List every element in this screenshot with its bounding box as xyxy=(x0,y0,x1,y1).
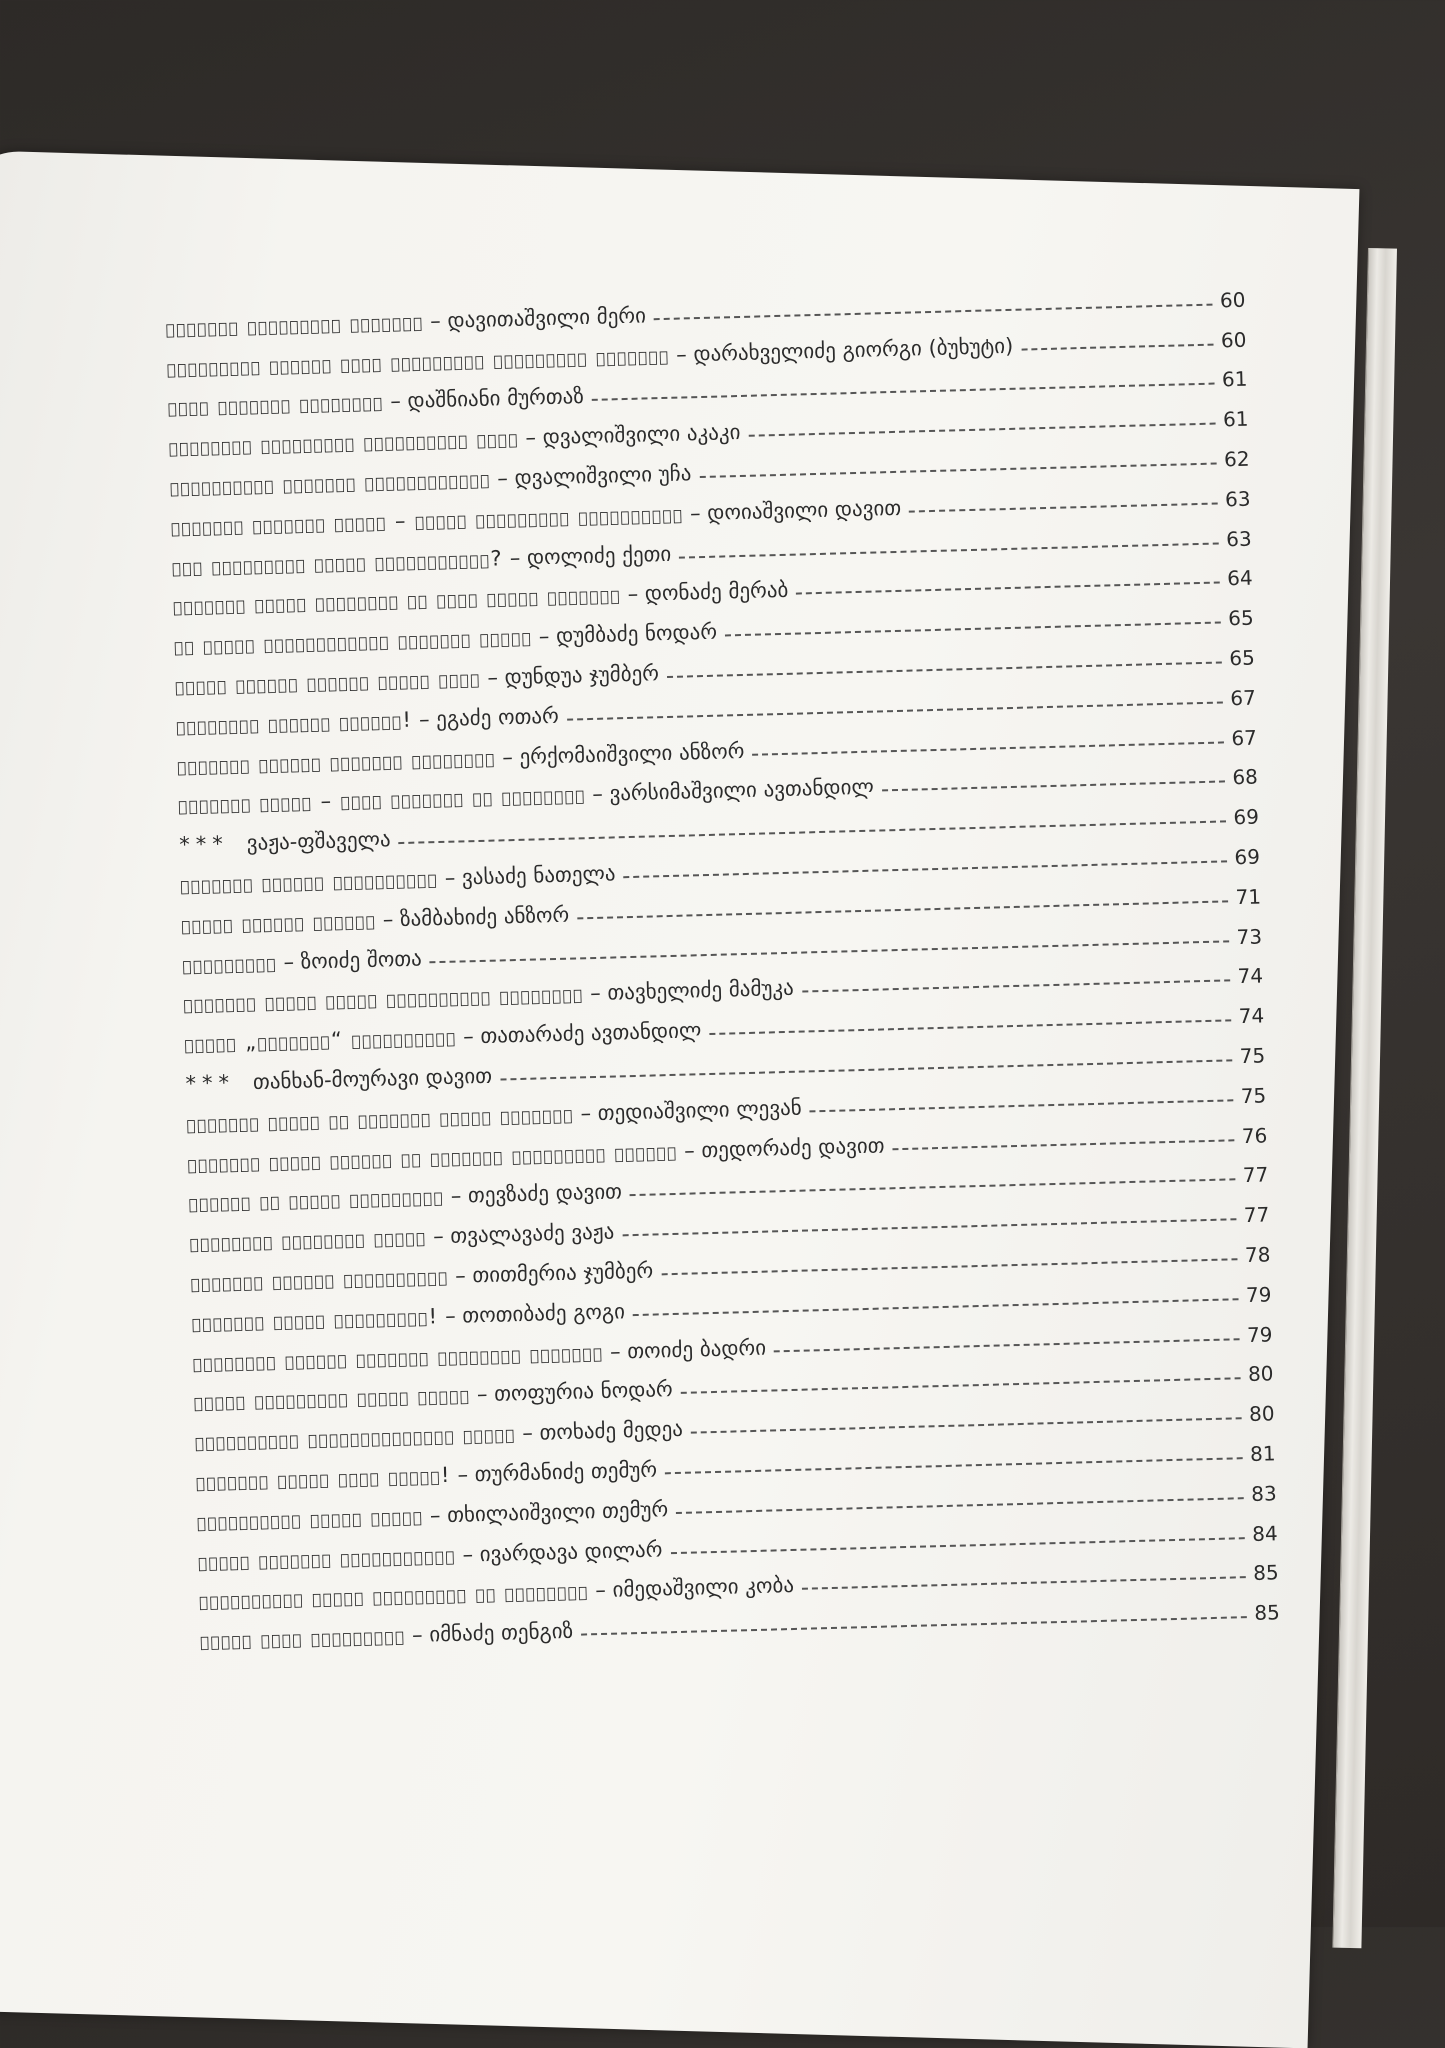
page-number: 77 xyxy=(1242,1162,1269,1188)
entry-title: ეცდილობდი ცეკვის ენით გადმომეცა ქართველთა ისტორია xyxy=(166,342,670,380)
page-number: 60 xyxy=(1220,327,1247,352)
entry-title: უკვდავება xyxy=(182,949,278,977)
entry-text: ქართული ცეკვა საოცრებაა! – თოთიბაძე გოგი xyxy=(191,1299,626,1335)
page-number: 80 xyxy=(1247,1361,1274,1387)
entry-text: ცეკვა ჩემი ცხოვრებაა – იმნაძე თენგიზ xyxy=(199,1618,574,1653)
entry-text: უკვდავება – ზოიძე შოთა xyxy=(182,946,423,977)
page-number: 73 xyxy=(1236,924,1263,949)
entry-stars: *** xyxy=(185,1070,236,1096)
entry-author: დოიაშვილი დავით xyxy=(706,495,902,525)
entry-title: გამორჩეული თვითმყოფადობის მქონე xyxy=(194,1421,517,1454)
entry-text: ქართულმა ცეკვამ მსოფლიო აღიარება მოიპოვა – თოიძე ბადრი xyxy=(192,1335,767,1375)
entry-text: მსოფლიო უნიკალური მოვლენა – დავითაშვილი მერი xyxy=(165,303,647,340)
dotted-leader xyxy=(893,1139,1234,1150)
entry-author: თათარაძე ავთანდილ xyxy=(480,1018,702,1049)
entry-author: ვარსიმაშვილი ავთანდილ xyxy=(609,774,875,806)
entry-author: ვასაძე ნათელა xyxy=(461,861,616,890)
page-number: 75 xyxy=(1239,1043,1266,1069)
page-number: 79 xyxy=(1246,1321,1273,1347)
entry-author: თედიაშვილი ლევან xyxy=(597,1095,802,1125)
entry-title: ამოუწურავი თავის სიძველესა და სიახლეში xyxy=(198,1578,590,1613)
page-number: 62 xyxy=(1223,446,1250,472)
entry-text: საქართველო ცერზე დგება – თხილაიშვილი თემურ xyxy=(196,1496,669,1534)
page-number: 68 xyxy=(1232,764,1259,790)
entry-author: დვალიშვილი უჩა xyxy=(514,461,692,490)
entry-title: ყველა ეპოქას თავისი სტილი აქვს xyxy=(174,665,482,698)
entry-title: საქართველო ცერზე დგება xyxy=(196,1503,424,1534)
entry-text: ეცდილობდი ცეკვის ენით გადმომეცა ქართველთა ისტორია – დარახველიძე გიორგი (ბუხუტი) xyxy=(166,333,1014,380)
entry-title: მარად უკვდავი ქორეოგრაფია xyxy=(197,1542,457,1574)
entry-text: ქართული ცეკვა – ერის ტკივილი და სიხარული – ვარსიმაშვილი ავთანდილ xyxy=(177,774,875,818)
page-number: 77 xyxy=(1243,1202,1270,1228)
page-number: 81 xyxy=(1249,1441,1276,1466)
entry-title: უებრო მალამო სულისა xyxy=(181,907,377,937)
page-number: 61 xyxy=(1222,406,1249,432)
entry-title: ცეკვა „ქართული“ მწვერვალია xyxy=(184,1024,457,1056)
entry-author: თურმანიძე თემურ xyxy=(474,1457,658,1487)
entry-author: თოხაძე მედეა xyxy=(539,1416,684,1445)
page-number: 79 xyxy=(1245,1282,1272,1307)
page-number: 64 xyxy=(1226,566,1253,591)
entry-author: ერქომაიშვილი ანზორ xyxy=(519,738,745,769)
entry-title: ქართული ცეკვის მსოფლიო აღიარება xyxy=(176,745,496,778)
page-number: 75 xyxy=(1240,1083,1267,1108)
page-number: 60 xyxy=(1219,287,1246,313)
dotted-leader xyxy=(909,502,1217,512)
dotted-leader xyxy=(1021,343,1213,350)
entry-text: ქართული სულის და ქართული გენის სიდიადე – თედიაშვილი ლევან xyxy=(186,1095,802,1136)
entry-text: გამორჩეული თვითმყოფადობის მქონე – თოხაძე მედეა xyxy=(194,1416,684,1454)
entry-text: უძველესი ისტორიის მქონე – თვალავაძე ვაჟა xyxy=(189,1219,615,1255)
entry-text: ბარაქალა ქართულ ცეკვას! – ეგაძე ოთარ xyxy=(175,703,560,738)
entry-author: თევზაძე დავით xyxy=(467,1179,623,1208)
entry-title: გენისა და ჯიშის უკვდავება xyxy=(188,1184,445,1216)
entry-author: დუნდუა ჯუმბერ xyxy=(504,661,660,690)
entry-author: იმნაძე თენგიზ xyxy=(428,1618,574,1647)
entry-title: რამ შემოინახა ჩვენი ცივილიზაცია? xyxy=(171,545,504,579)
entry-author: დუმბაძე ნოდარ xyxy=(555,619,718,649)
page-number: 71 xyxy=(1235,884,1262,909)
entry-author: თვალავაძე ვაჟა xyxy=(450,1219,615,1248)
entry-author: ზოიძე შოთა xyxy=(300,946,423,974)
entry-text: მარად უკვდავი ქორეოგრაფია – ივარდავა დილარ xyxy=(197,1536,663,1574)
entry-text: ხალხური ცეკვის სიყვარულით – ვასაძე ნათელა xyxy=(179,861,616,897)
entry-title: ქართული ცეკვა – ერის ტკივილი და სიხარული xyxy=(177,782,587,818)
page-number: 84 xyxy=(1251,1520,1278,1546)
entry-title: ცეკვა ადამიანის სულის თქმაა xyxy=(193,1382,471,1414)
dotted-leader xyxy=(882,781,1225,792)
entry-title: ბარაქალა ქართულ ცეკვას! xyxy=(175,707,413,738)
page-number: 63 xyxy=(1224,486,1251,512)
entry-title: ხალხური ცეკვის სიყვარულით xyxy=(179,866,439,897)
page-number: 85 xyxy=(1252,1560,1280,1586)
page-number: 65 xyxy=(1227,605,1255,631)
entry-text: ქართული ცეკვის მისტიურობა – თითმერია ჯუმბერ xyxy=(190,1258,654,1295)
entry-title: ქართული ცეკვის მისტიურობა xyxy=(190,1263,449,1295)
page-number: 78 xyxy=(1244,1242,1271,1267)
entry-author: ეგაძე ოთარ xyxy=(435,703,560,731)
entry-title: ხელოვნების ღვთიური მადლმოსილება xyxy=(169,466,492,499)
entry-title: მე მუდამ მანცვიფრებდა ქართული ცეკვა xyxy=(173,624,533,659)
entry-author: თანხან-მოურავი დავით xyxy=(252,1063,493,1094)
entry-text: ქართული ცეკვის მსოფლიო აღიარება – ერქომაიშვილი ანზორ xyxy=(176,738,745,778)
entry-title: ერის სულიერი ანარეკლი xyxy=(167,389,384,420)
entry-text: გენისა და ჯიშის უკვდავება – თევზაძე დავით xyxy=(188,1179,623,1216)
entry-title: ქართული სულის და ქართული გენის სიდიადე xyxy=(186,1101,575,1136)
entry-text: ამოუწურავი თავის სიძველესა და სიახლეში – იმედაშვილი კობა xyxy=(198,1573,795,1613)
entry-author: თითმერია ჯუმბერ xyxy=(472,1258,654,1288)
page-number: 67 xyxy=(1230,685,1257,711)
entry-author: ვაჟა-ფშაველა xyxy=(246,827,391,856)
entry-title: მსოფლიო უნიკალური მოვლენა xyxy=(165,309,424,340)
page-number: 83 xyxy=(1250,1481,1277,1506)
entry-author: დავითაშვილი მერი xyxy=(447,303,647,333)
page-number: 69 xyxy=(1234,844,1261,870)
entry-text: ეროვნული პლასტიკის გენეტიკური კოდი – დვალიშვილი აკაკი xyxy=(168,420,741,460)
entry-author: იმედაშვილი კობა xyxy=(612,1573,795,1603)
entry-author: ზამბახიძე ანზორ xyxy=(399,902,570,931)
entry-author: დაშნიანი მურთაზ xyxy=(407,384,585,414)
entry-author: დარახველიძე გიორგი (ბუხუტი) xyxy=(693,333,1014,366)
entry-title: ეროვნული პლასტიკის გენეტიკური კოდი xyxy=(168,425,520,460)
entry-text: მე მუდამ მანცვიფრებდა ქართული ცეკვა – დუმბაძე ნოდარ xyxy=(173,619,718,659)
entry-text: ერის სულიერი ანარეკლი – დაშნიანი მურთაზ xyxy=(167,384,585,420)
entry-stars: *** xyxy=(178,831,230,857)
entry-title: ქართული ცეკვა ქვეყნისა და ერის სულის ნაწილია xyxy=(172,582,622,619)
page-number: 69 xyxy=(1233,804,1260,830)
page-number: 74 xyxy=(1238,1003,1265,1029)
page-number: 63 xyxy=(1225,526,1252,551)
entry-title: ქართული ცეკვა სულისა და სხეულის დახვეწილი ფორმაა xyxy=(187,1138,678,1176)
entry-author: დოლიძე ქეთი xyxy=(526,541,672,570)
entry-author: თხილაიშვილი თემურ xyxy=(446,1496,669,1527)
entry-author: დვალიშვილი აკაკი xyxy=(542,420,741,450)
page-number: 76 xyxy=(1241,1122,1268,1148)
entry-text: ქართული ცეკვა ქვეყნისა და ერის სულის ნაწილია – დონაძე მერაბ xyxy=(172,578,789,619)
entry-author: თოფურია ნოდარ xyxy=(493,1377,674,1407)
entry-author: თოთიბაძე გოგი xyxy=(462,1299,626,1328)
entry-text: უებრო მალამო სულისა – ზამბახიძე ანზორ xyxy=(181,902,570,937)
entry-text: რამ შემოინახა ჩვენი ცივილიზაცია? – დოლიძე ქეთი xyxy=(171,541,672,579)
page-number: 61 xyxy=(1221,367,1248,392)
entry-author: ივარდავა დილარ xyxy=(479,1536,663,1566)
entry-text: ქართული ცეკვა სულისა და სხეულის დახვეწილი ფორმაა – თედორაძე დავით xyxy=(187,1132,885,1176)
entry-author: თავხელიძე მამუკა xyxy=(607,976,795,1005)
entry-text: ქართული ცეკვა ნიჭია ღმერთისგან ნაბოძები – თავხელიძე მამუკა xyxy=(183,976,795,1017)
entry-author: თოიძე ბადრი xyxy=(626,1335,767,1363)
page-number: 65 xyxy=(1228,645,1256,671)
entry-text: ქართული ცეკვა ჩემი ხატია! – თურმანიძე თემურ xyxy=(195,1457,658,1494)
page-number: 80 xyxy=(1248,1401,1275,1427)
entry-author: თედორაძე დავით xyxy=(701,1132,885,1162)
entry-author: დონაძე მერაბ xyxy=(644,578,789,606)
page-number: 67 xyxy=(1231,725,1258,750)
entry-title: ქართული ცეკვა ნიჭია ღმერთისგან ნაბოძები xyxy=(183,981,584,1017)
table-of-contents xyxy=(165,272,1280,1653)
page-number: 85 xyxy=(1253,1600,1281,1626)
entry-text: ხელოვნების ღვთიური მადლმოსილება – დვალიშვილი უჩა xyxy=(169,461,692,499)
page-number: 74 xyxy=(1237,963,1264,989)
entry-title: უძველესი ისტორიის მქონე xyxy=(189,1224,427,1255)
entry-title: ქართული ცეკვა საოცრებაა! xyxy=(191,1303,439,1335)
entry-title: ქართული ხალხური ცეკვა – ჩვენი ისტორიული მეხსიერება xyxy=(170,501,684,539)
entry-text: ქართული ხალხური ცეკვა – ჩვენი ისტორიული მეხსიერება – დოიაშვილი დავით xyxy=(170,495,902,539)
entry-title: ქართულმა ცეკვამ მსოფლიო აღიარება მოიპოვა xyxy=(192,1339,604,1375)
entry-text: ყველა ეპოქას თავისი სტილი აქვს – დუნდუა ჯუმბერ xyxy=(174,661,660,698)
entry-text: ცეკვა ადამიანის სულის თქმაა – თოფურია ნოდარ xyxy=(193,1377,674,1414)
entry-title: ქართული ცეკვა ჩემი ხატია! xyxy=(195,1462,452,1494)
entry-text: ცეკვა „ქართული“ მწვერვალია – თათარაძე ავთანდილ xyxy=(184,1018,702,1056)
entry-title: ცეკვა ჩემი ცხოვრებაა xyxy=(199,1623,406,1653)
